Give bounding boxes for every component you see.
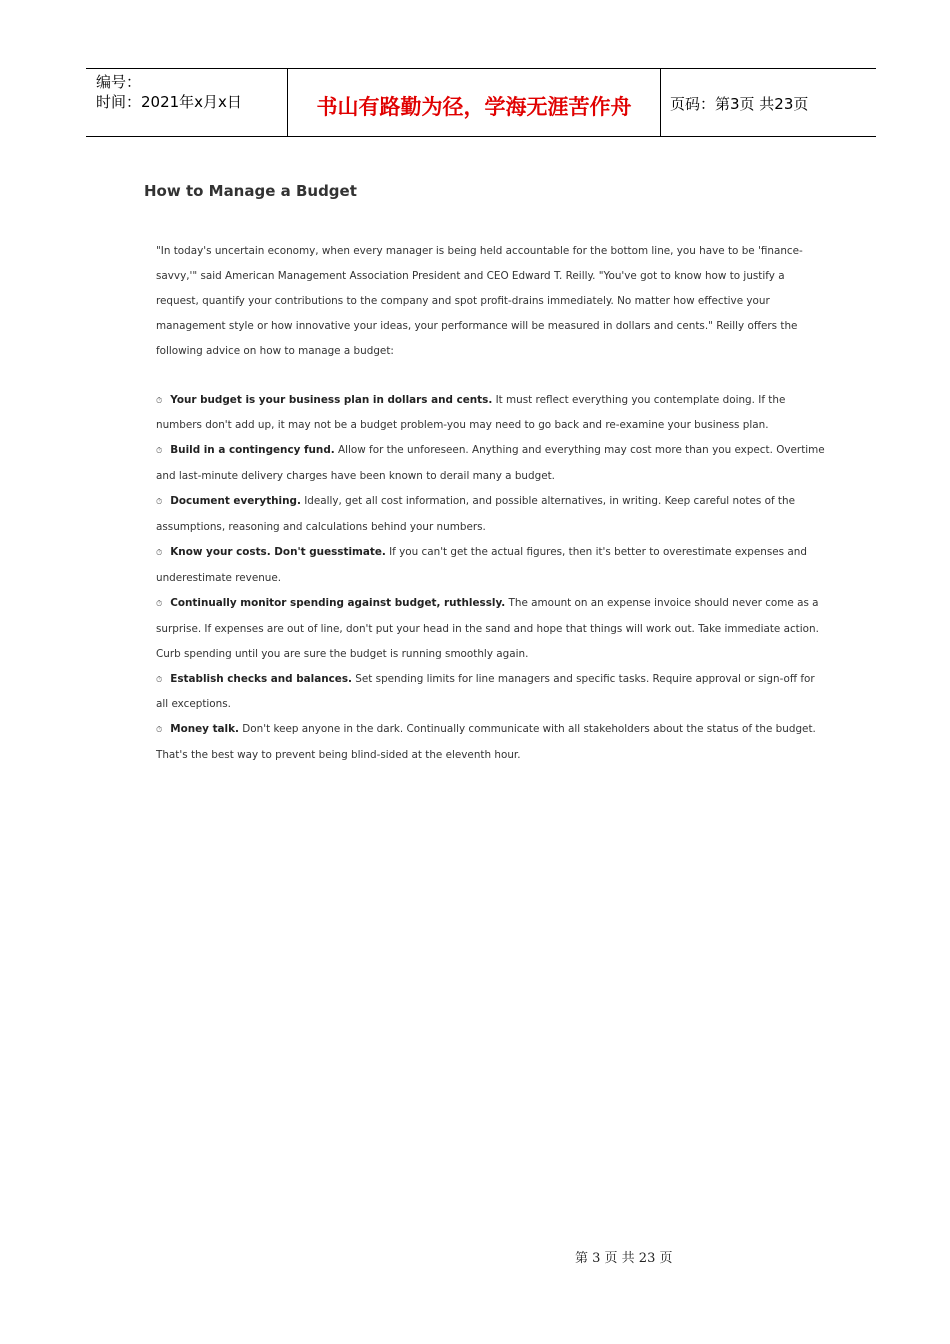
advice-item: [156, 717, 828, 768]
header-page-info: 页码：第3页 共23页: [670, 95, 809, 113]
advice-item: [156, 540, 828, 591]
advice-heading: Continually monitor spending against budget, ruthlessly.: [170, 596, 506, 609]
advice-heading: Document everything.: [170, 495, 301, 508]
advice-text: Ideally, get all cost information, and possible alternatives, in writing. Keep careful notes of the assumptions, reasoning and calculations behind your numbers.: [156, 495, 795, 534]
advice-heading: Establish checks and balances.: [170, 672, 352, 685]
clock-bullet-icon: ⏱: [156, 725, 163, 735]
advice-heading: Build in a contingency fund.: [170, 444, 335, 457]
advice-heading: Money talk.: [170, 723, 239, 736]
page-header: [86, 68, 876, 137]
clock-bullet-icon: ⏱: [156, 497, 163, 507]
advice-list: [156, 388, 828, 769]
advice-item: [156, 667, 828, 718]
advice-text: Allow for the unforeseen. Anything and everything may cost more than you expect. Overtime and last-minute delivery charges have been known to derail many a budget.: [156, 444, 825, 483]
clock-bullet-icon: ⏱: [156, 598, 163, 608]
header-page-cell: [660, 69, 876, 136]
header-motto-cell: [287, 69, 661, 136]
advice-item: [156, 489, 828, 540]
article-intro: "In today's uncertain economy, when every manager is being held accountable for the bottom line, you have to be 'finance-savvy,'" said American Management Association President and CEO Edward T. Reilly. "You've got to know how to justify a request, quantify your contributions to the company and spot profit-drains immediately. No matter how effective your management style or how innovative your ideas, your performance will be measured in dollars and cents." Reilly offers the following advice on how to manage a budget:: [156, 245, 803, 357]
advice-text: Don't keep anyone in the dark. Continually communicate with all stakeholders about the status of the budget. That's the best way to prevent being blind-sided at the eleventh hour.: [156, 723, 816, 762]
clock-bullet-icon: ⏱: [156, 674, 163, 684]
clock-bullet-icon: ⏱: [156, 547, 163, 557]
advice-heading: Your budget is your business plan in dollars and cents.: [170, 393, 493, 406]
advice-heading: Know your costs. Don't guesstimate.: [170, 545, 386, 558]
advice-item: [156, 388, 828, 439]
advice-text: It must reflect everything you contemplate doing. If the numbers don't add up, it may not be a budget problem-you may need to go back and re-examine your business plan.: [156, 393, 786, 432]
advice-text: If you can't get the actual figures, then it's better to overestimate expenses and underestimate revenue.: [156, 545, 807, 584]
article-body: [156, 239, 828, 768]
document-time-label: 时间：2021年x月x日: [96, 93, 242, 111]
advice-text: Set spending limits for line managers and specific tasks. Require approval or sign-off for all exceptions.: [156, 672, 815, 711]
clock-bullet-icon: ⏱: [156, 395, 163, 405]
clock-bullet-icon: ⏱: [156, 446, 163, 456]
header-meta-cell: [86, 69, 287, 136]
document-number-label: 编号：: [96, 73, 142, 91]
page-footer: 第 3 页 共 23 页: [575, 1251, 673, 1266]
advice-item: [156, 591, 828, 667]
header-motto: 书山有路勤为径，学海无涯苦作舟: [316, 95, 632, 119]
article-title: How to Manage a Budget: [144, 182, 357, 200]
advice-item: [156, 438, 828, 489]
advice-text: The amount on an expense invoice should never come as a surprise. If expenses are out of line, don't put your head in the sand and hope that things will work out. Take immediate action. Curb spending until you are sure the budget is running smoothly again.: [156, 596, 819, 660]
